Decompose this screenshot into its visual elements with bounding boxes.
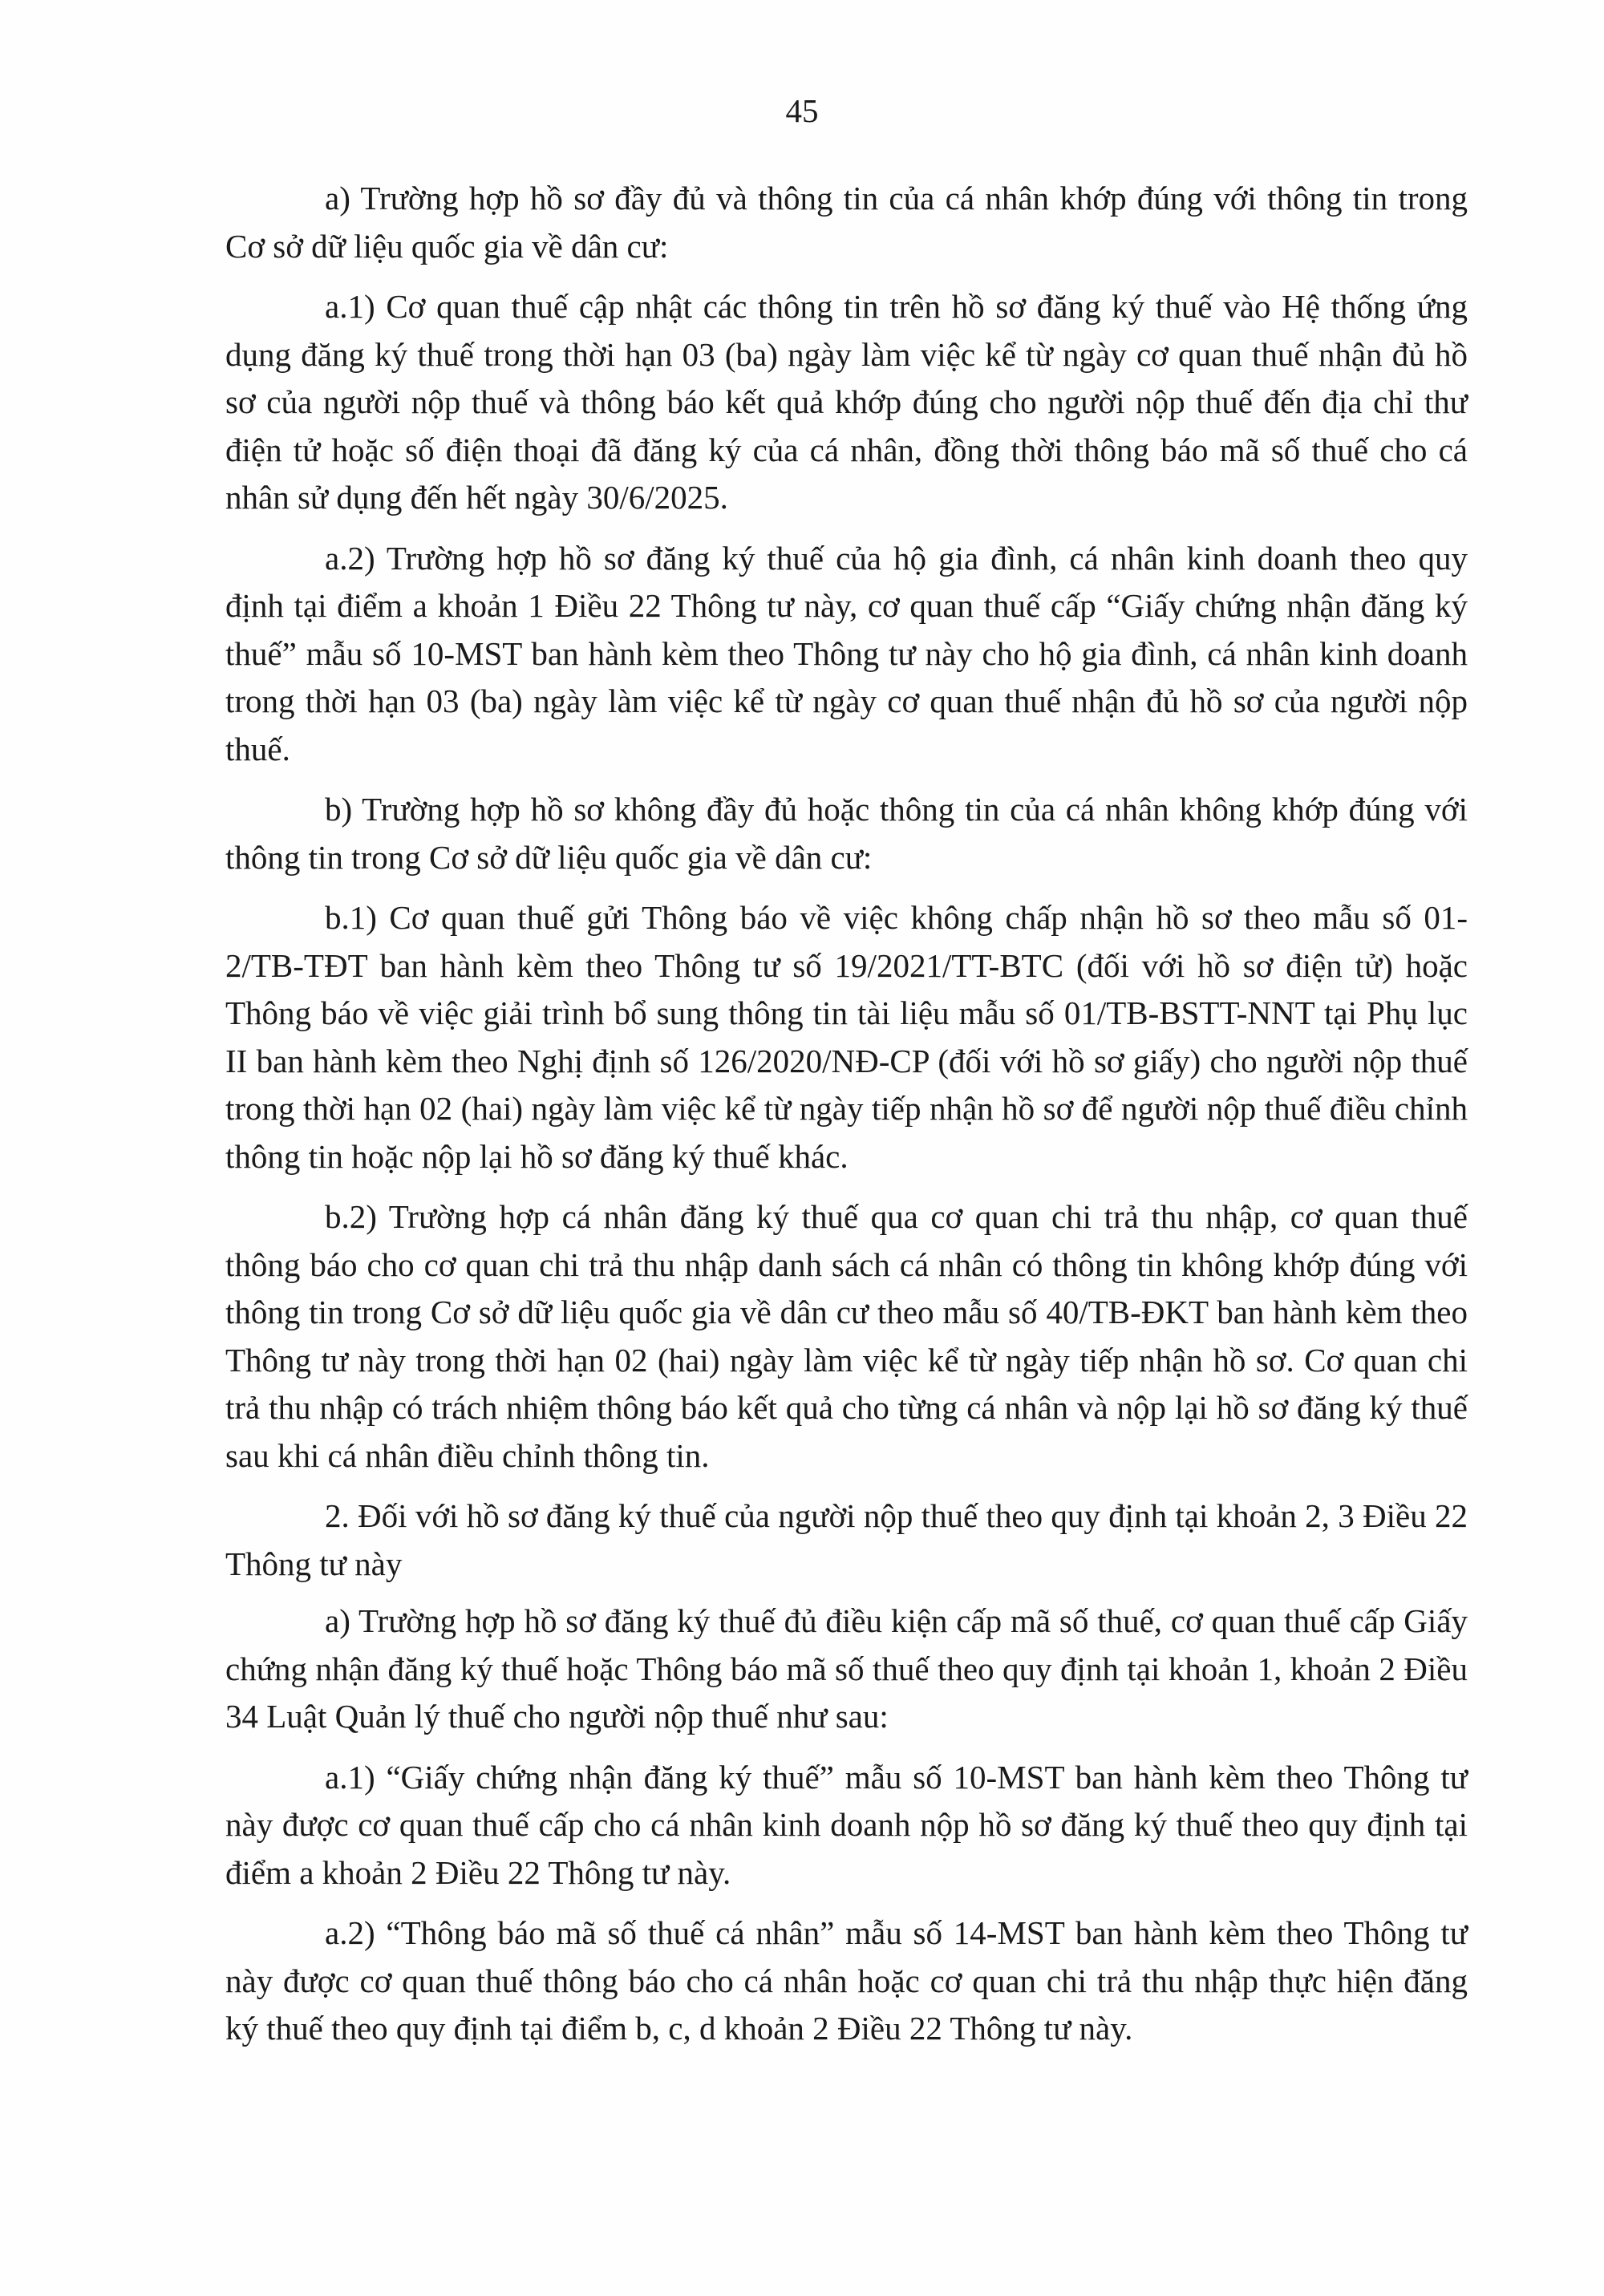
paragraph-2a2: a.2) “Thông báo mã số thuế cá nhân” mẫu số 14-MST ban hành kèm theo Thông tư này được cơ quan thuế thông báo cho cá nhân hoặc cơ quan chi trả thu nhập thực hiện đăng ký thuế theo quy định tại điểm b, c, d khoản 2 Điều 22 Thông tư này. [225, 1914, 1468, 2047]
document-body [225, 175, 1468, 2066]
paragraph-2a: a) Trường hợp hồ sơ đăng ký thuế đủ điều kiện cấp mã số thuế, cơ quan thuế cấp Giấy chứng nhận đăng ký thuế hoặc Thông báo mã số thuế theo quy định tại khoản 1, khoản 2 Điều 34 Luật Quản lý thuế cho người nộp thuế như sau: [225, 1602, 1468, 1735]
paragraph-a2: a.2) Trường hợp hồ sơ đăng ký thuế của hộ gia đình, cá nhân kinh doanh theo quy định tại điểm a khoản 1 Điều 22 Thông tư này, cơ quan thuế cấp “Giấy chứng nhận đăng ký thuế” mẫu số 10-MST ban hành kèm theo Thông tư này cho hộ gia đình, cá nhân kinh doanh trong thời hạn 03 (ba) ngày làm việc kể từ ngày cơ quan thuế nhận đủ hồ sơ của người nộp thuế. [225, 539, 1468, 767]
paragraph-2a1: a.1) “Giấy chứng nhận đăng ký thuế” mẫu số 10-MST ban hành kèm theo Thông tư này được cơ quan thuế cấp cho cá nhân kinh doanh nộp hồ sơ đăng ký thuế theo quy định tại điểm a khoản 2 Điều 22 Thông tư này. [225, 1758, 1468, 1891]
paragraph-b2: b.2) Trường hợp cá nhân đăng ký thuế qua cơ quan chi trả thu nhập, cơ quan thuế thông báo cho cơ quan chi trả thu nhập danh sách cá nhân có thông tin không khớp đúng với thông tin trong Cơ sở dữ liệu quốc gia về dân cư theo mẫu số 40/TB-ĐKT ban hành kèm theo Thông tư này trong thời hạn 02 (hai) ngày làm việc kể từ ngày tiếp nhận hồ sơ. Cơ quan chi trả thu nhập có trách nhiệm thông báo kết quả cho từng cá nhân và nộp lại hồ sơ đăng ký thuế sau khi cá nhân điều chỉnh thông tin. [225, 1198, 1468, 1474]
paragraph-b1: b.1) Cơ quan thuế gửi Thông báo về việc không chấp nhận hồ sơ theo mẫu số 01-2/TB-TĐT ban hành kèm theo Thông tư số 19/2021/TT-BTC (đối với hồ sơ điện tử) hoặc Thông báo về việc giải trình bổ sung thông tin tài liệu mẫu số 01/TB-BSTT-NNT tại Phụ lục II ban hành kèm theo Nghị định số 126/2020/NĐ-CP (đối với hồ sơ giấy) cho người nộp thuế trong thời hạn 02 (hai) ngày làm việc kể từ ngày tiếp nhận hồ sơ để người nộp thuế điều chỉnh thông tin hoặc nộp lại hồ sơ đăng ký thuế khác. [225, 899, 1468, 1175]
paragraph-section-2: 2. Đối với hồ sơ đăng ký thuế của người nộp thuế theo quy định tại khoản 2, 3 Điều 22 Thông tư này [225, 1497, 1468, 1582]
paragraph-a: a) Trường hợp hồ sơ đầy đủ và thông tin của cá nhân khớp đúng với thông tin trong Cơ sở dữ liệu quốc gia về dân cư: [225, 180, 1468, 265]
page-number: 45 [785, 92, 819, 129]
paragraph-a1: a.1) Cơ quan thuế cập nhật các thông tin trên hồ sơ đăng ký thuế vào Hệ thống ứng dụng đăng ký thuế trong thời hạn 03 (ba) ngày làm việc kể từ ngày cơ quan thuế nhận đủ hồ sơ của người nộp thuế và thông báo kết quả khớp đúng cho người nộp thuế đến địa chỉ thư điện tử hoặc số điện thoại đã đăng ký của cá nhân, đồng thời thông báo mã số thuế cho cá nhân sử dụng đến hết ngày 30/6/2025. [225, 288, 1468, 516]
paragraph-b: b) Trường hợp hồ sơ không đầy đủ hoặc thông tin của cá nhân không khớp đúng với thông tin trong Cơ sở dữ liệu quốc gia về dân cư: [225, 791, 1468, 876]
